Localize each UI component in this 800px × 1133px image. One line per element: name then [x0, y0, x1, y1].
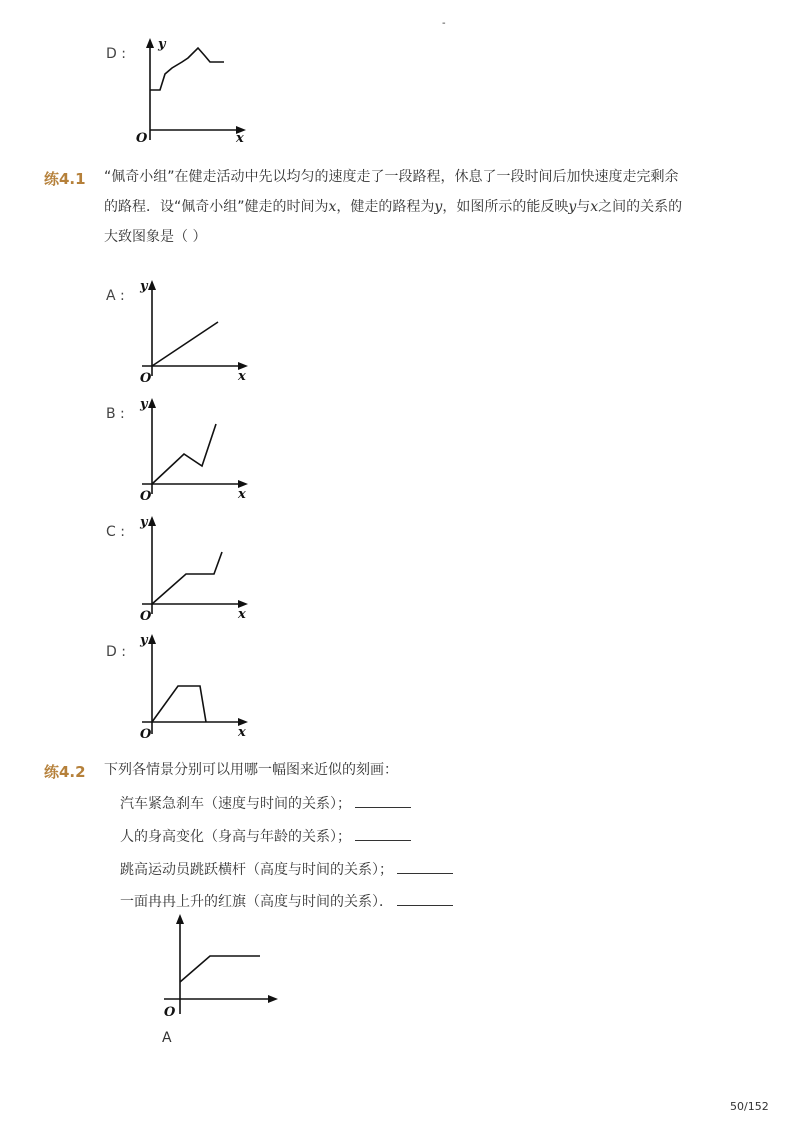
ex42-item-3-blank[interactable] — [397, 859, 453, 874]
ex42-item-2-blank[interactable] — [355, 826, 411, 841]
origin-label: O — [164, 1005, 176, 1020]
ex41-line3: 大致图象是（ ） — [104, 229, 207, 245]
y-axis-arrow — [148, 516, 156, 526]
y-axis-arrow — [148, 398, 156, 408]
x-axis-label: x — [238, 725, 246, 740]
zigzag-line — [152, 424, 216, 484]
x-axis-label: x — [238, 607, 246, 622]
y-axis-label: y — [140, 633, 148, 648]
ex42-item-4-text: 一面冉冉上升的红旗（高度与时间的关系）． — [120, 894, 393, 910]
x-axis-label: x — [236, 131, 244, 146]
y-axis-arrow — [146, 38, 154, 48]
ex42-item-1-text: 汽车紧急刹车（速度与时间的关系）； — [120, 796, 351, 812]
ex41-var-x: x — [328, 199, 337, 215]
ex42-graph-a-caption: A — [162, 1030, 172, 1046]
page-number: 50/152 — [730, 1100, 769, 1113]
y-axis-arrow — [148, 634, 156, 644]
ex42-item-1-blank[interactable] — [355, 793, 411, 808]
ex41-line1: “佩奇小组”在健走活动中先以均匀的速度走了一段路程，休息了一段时间后加快速度走完剩余 — [104, 169, 679, 185]
ex42-item-1 — [120, 793, 411, 813]
origin-label: O — [136, 131, 148, 146]
prev-option-d-graph — [130, 36, 260, 148]
exercise-4-1-text — [104, 162, 764, 252]
x-axis-label: x — [238, 487, 246, 502]
curve-line — [150, 48, 224, 90]
ex42-item-2-text: 人的身高变化（身高与年龄的关系）； — [120, 829, 351, 845]
ex42-item-3 — [120, 859, 453, 879]
ex41-option-b-label: B : — [106, 406, 125, 422]
ex42-item-3-text: 跳高运动员跳跃横杆（高度与时间的关系）； — [120, 862, 393, 878]
exercise-4-1-number: 练4.1 — [44, 170, 86, 188]
origin-label: O — [140, 371, 152, 386]
ex41-line2-b: ，健走的路程为 — [336, 199, 435, 215]
y-axis-label: y — [140, 515, 148, 530]
ex42-graph-a — [150, 910, 290, 1026]
ex41-line2-a: 的路程．设“佩奇小组”健走的时间为 — [104, 199, 329, 215]
ex41-line2-d: 与 — [576, 199, 591, 215]
origin-label: O — [140, 609, 152, 624]
x-axis-label: x — [238, 369, 246, 384]
ex41-line2-c: ，如图所示的能反映 — [442, 199, 569, 215]
y-axis-arrow — [176, 914, 184, 924]
ex41-var-y2: y — [568, 199, 577, 215]
y-axis-label: y — [140, 397, 148, 412]
ex42-item-2 — [120, 826, 411, 846]
ex41-option-c-label: C : — [106, 524, 125, 540]
origin-label: O — [140, 489, 152, 504]
y-axis-label: y — [140, 279, 148, 294]
prev-option-d-label: D : — [106, 46, 126, 62]
segmented-line — [152, 552, 222, 604]
y-axis-arrow — [148, 280, 156, 290]
x-axis-arrow — [268, 995, 278, 1003]
ex41-option-d-label: D : — [106, 644, 126, 660]
ex41-option-a-label: A : — [106, 288, 125, 304]
ex41-line2 — [104, 192, 764, 222]
ex41-var-y: y — [434, 199, 443, 215]
top-mark: - — [442, 18, 446, 29]
exercise-4-2-number: 练4.2 — [44, 763, 86, 781]
exercise-4-2-intro: 下列各情景分别可以用哪一幅图来近似的刻画： — [104, 762, 398, 778]
ex41-line2-e: 之间的关系的 — [598, 199, 683, 215]
rising-flat-line — [180, 956, 260, 982]
ex42-item-4-blank[interactable] — [397, 891, 453, 906]
ex41-option-a-graph — [132, 276, 262, 388]
y-axis-label: y — [158, 37, 166, 52]
ex41-option-b-graph — [132, 394, 262, 506]
trapezoid-line — [152, 686, 206, 722]
line-segment — [152, 322, 218, 366]
origin-label: O — [140, 727, 152, 742]
ex41-option-c-graph — [132, 512, 262, 624]
ex42-item-4 — [120, 891, 453, 911]
ex41-var-x2: x — [590, 199, 599, 215]
ex41-option-d-graph — [132, 630, 262, 742]
